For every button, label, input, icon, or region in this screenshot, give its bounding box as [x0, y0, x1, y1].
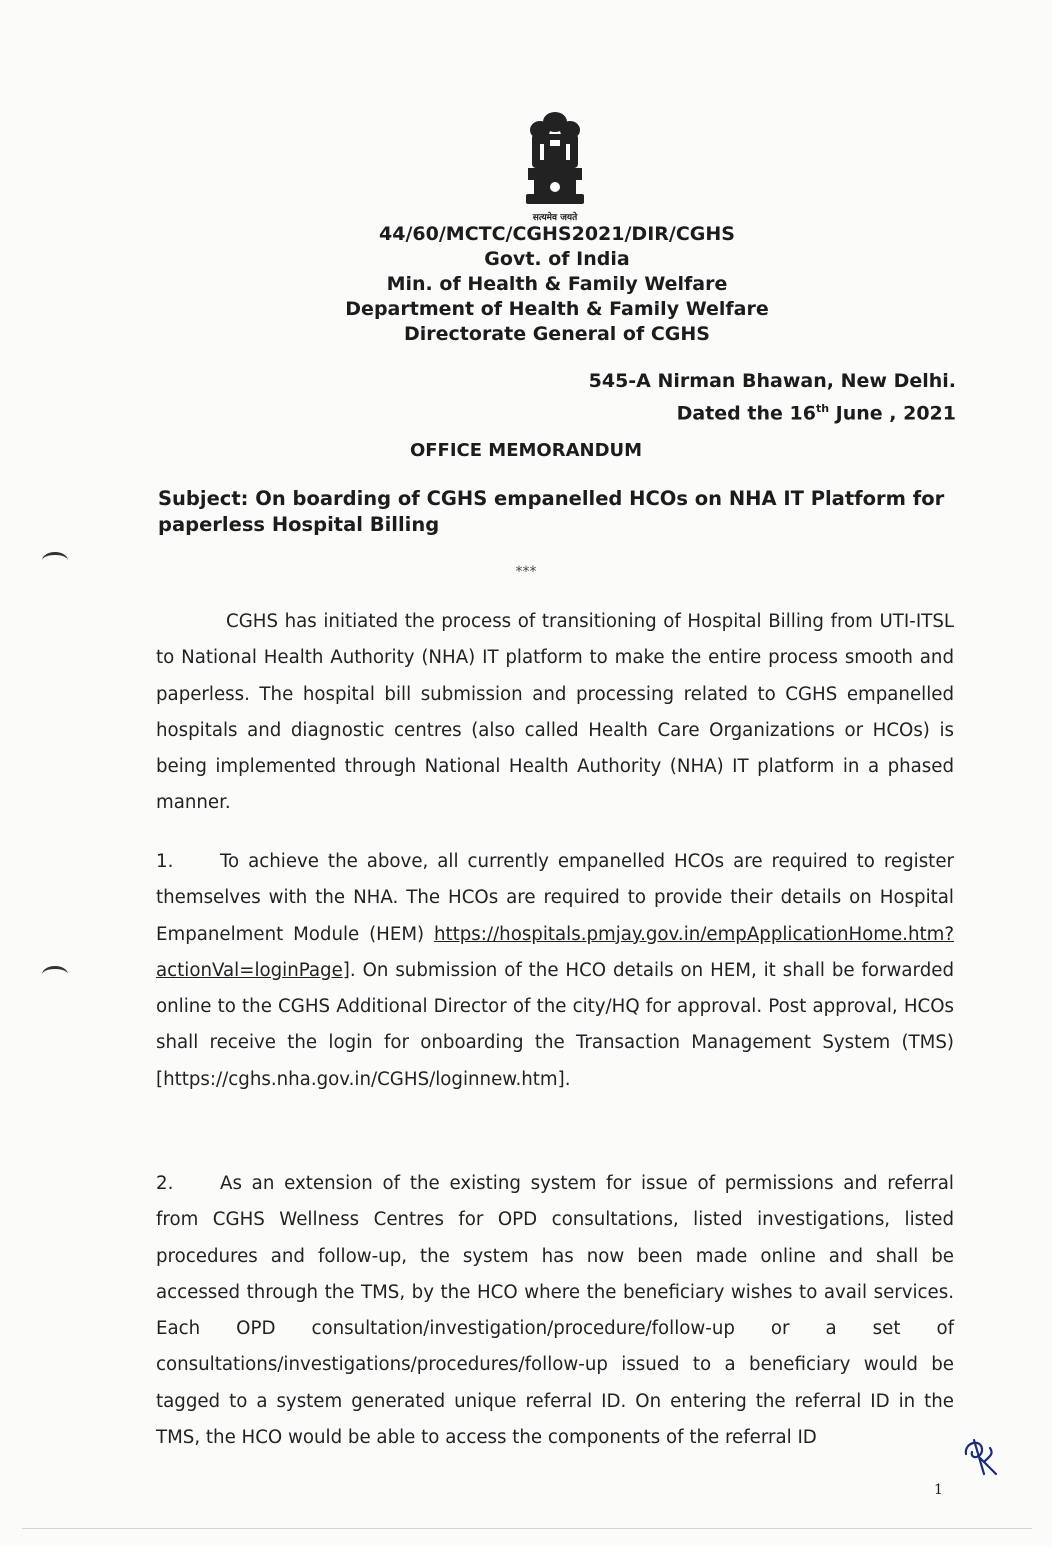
file-number: 44/60/MCTC/CGHS2021/DIR/CGHS: [379, 223, 735, 245]
paragraph-number: 2.: [156, 1173, 174, 1194]
directorate-line: Directorate General of CGHS: [404, 323, 710, 345]
date-month-year: June , 2021: [829, 402, 956, 425]
intro-paragraph: CGHS has initiated the process of transitioning of Hospital Billing from UTI-ITSL to National Health Authority (NHA) IT platform to make the entire process smooth and paperless. The hospital bill submission and processing related to CGHS empanelled hospitals and diagnostic centres (also called Health Care Organizations or HCOs) is being implemented through National Health Authority (NHA) IT platform in a phased manner.: [156, 611, 954, 814]
paragraph-text: As an extension of the existing system for issue of permissions and referral from CGHS Wellness Centres for OPD consultations, listed investigations, listed procedures and follow-up, the system has now been made online and shall be accessed through the TMS, by the HCO where the beneficiary wishes to avail services. Each OPD consultation/investigation/procedure/follow-up or a set of consultations/investigations/procedures/follow-up issued to a beneficiary would be tagged to a system generated unique referral ID. On entering the referral ID in the TMS, the HCO would be able to access the components of the referral ID: [156, 1173, 954, 1449]
national-emblem-icon: [520, 108, 590, 220]
separator: ***: [515, 564, 537, 580]
address-block: [589, 368, 956, 427]
punch-hole-mark: [42, 966, 68, 983]
paragraph-number: 1.: [156, 851, 174, 872]
subject-line: Subject: On boarding of CGHS empanelled HCOs on NHA IT Platform for paperless Hospital Billing: [158, 487, 945, 536]
paragraph-1: [156, 844, 954, 1098]
paragraph-text: ]. On submission of the HCO details on HEM, it shall be forwarded online to the CGHS Additional Director of the city/HQ for approval. Post approval, HCOs shall receive the login for onboarding the Transaction Management System (TMS) [https://cghs.nha.gov.in/CGHS/loginnew.htm].: [156, 959, 954, 1090]
department-line: Department of Health & Family Welfare: [345, 298, 769, 320]
memo-title: OFFICE MEMORANDUM: [409, 440, 643, 461]
paragraph-2: [156, 1166, 954, 1456]
paragraph-text: To achieve the above, all currently empanelled HCOs are required to register themselves with the NHA. The HCOs are required to provide their details on Hospital Empanelment Module (HEM): [156, 851, 954, 945]
place-line: 545-A Nirman Bhawan, New Delhi.: [588, 370, 956, 392]
date-suffix-sup: th: [815, 402, 830, 415]
emblem-motto: सत्यमेव जयते: [532, 213, 578, 223]
scan-edge-line: [22, 1528, 1032, 1529]
letterhead: [300, 222, 814, 347]
ministry-line: Min. of Health & Family Welfare: [386, 273, 728, 295]
punch-hole-mark: [42, 552, 68, 569]
hem-link[interactable]: https://hospitals.pmjay.gov.in/empApplicationHome.htm?actionVal=loginPage: [156, 923, 954, 981]
date-line: [589, 395, 956, 427]
date-prefix: Dated the 16: [676, 402, 816, 425]
handwritten-initials-icon: [960, 1434, 1000, 1480]
page-number: 1: [934, 1482, 943, 1498]
govt-line: Govt. of India: [484, 248, 630, 270]
